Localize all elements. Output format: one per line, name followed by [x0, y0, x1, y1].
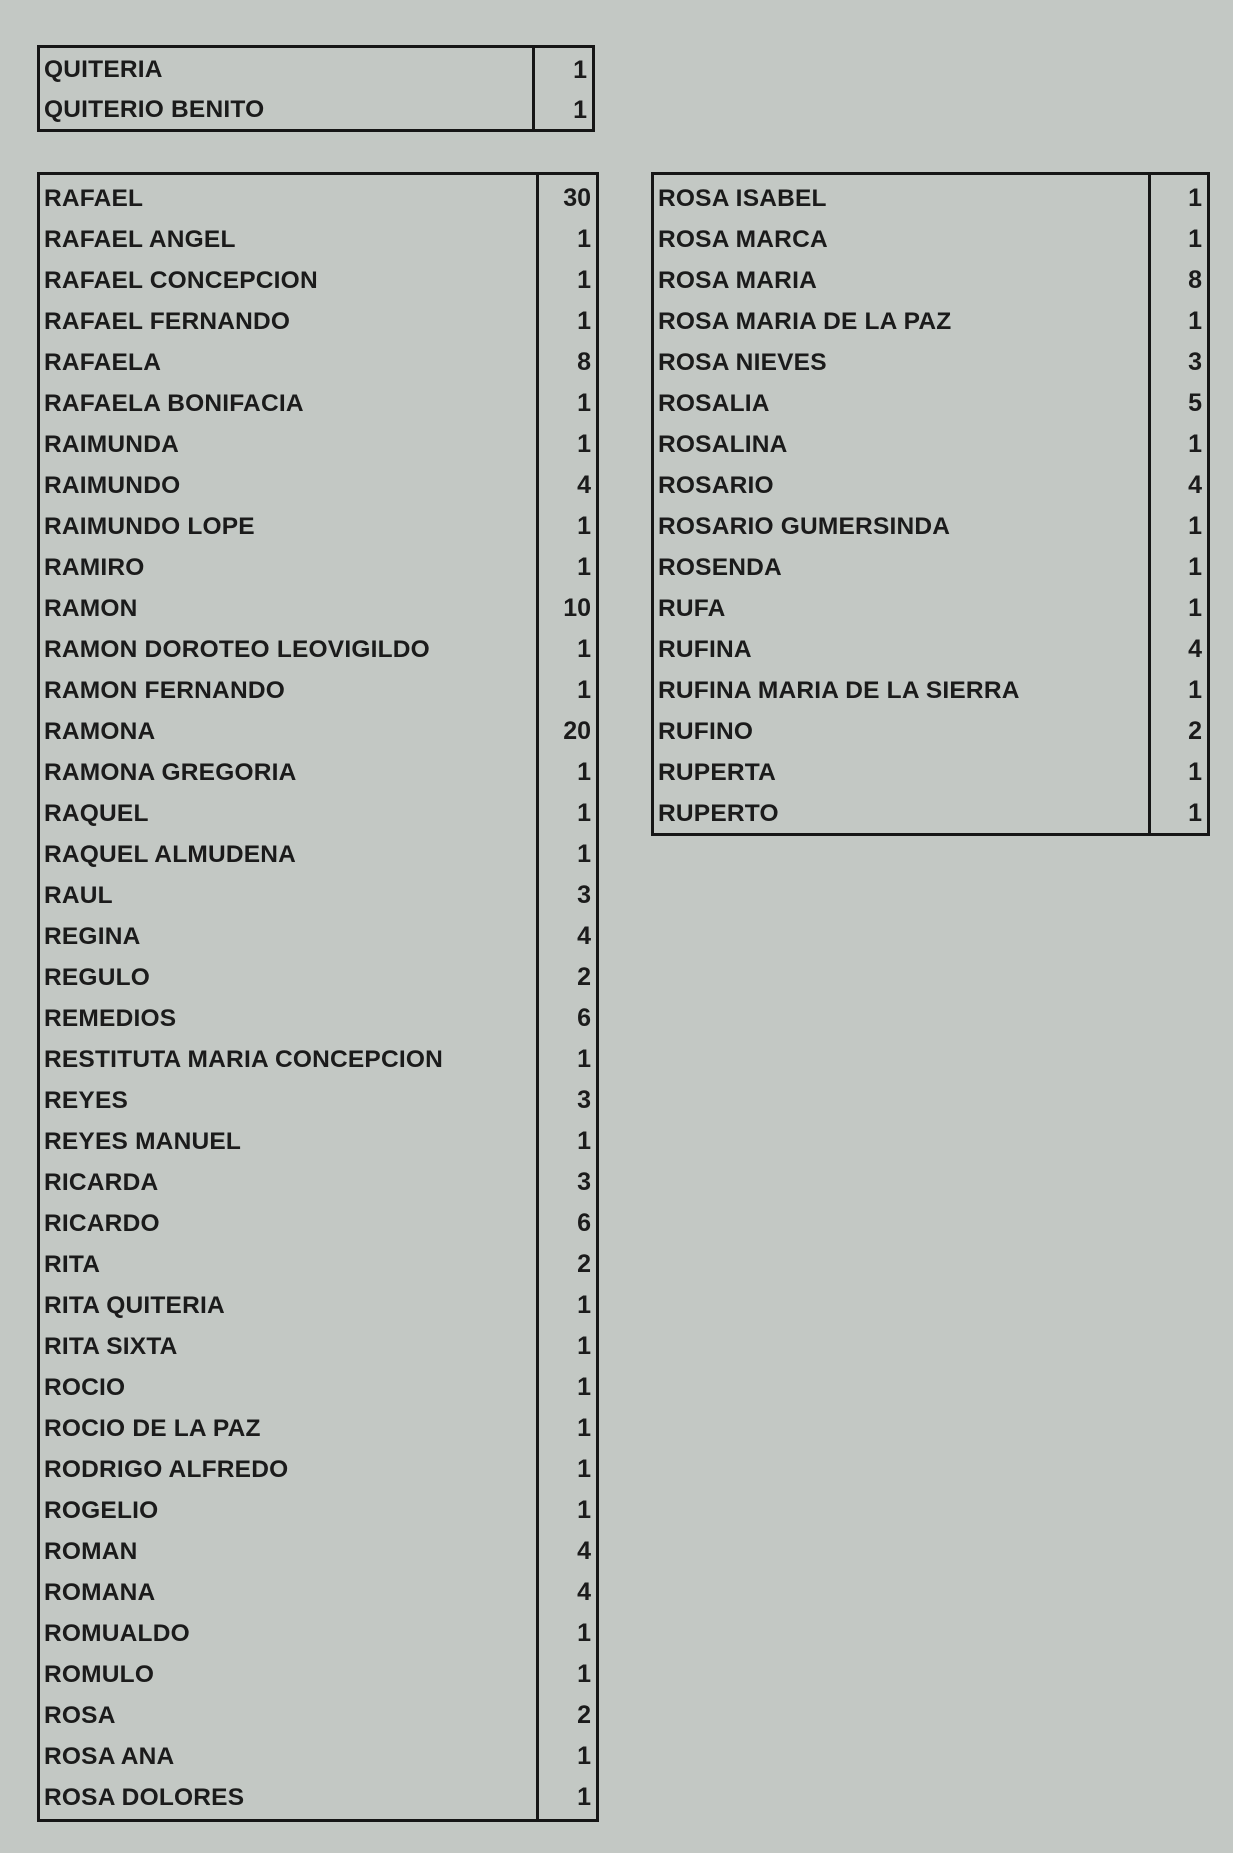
count-cell: 1 [1188, 676, 1202, 704]
count-cell: 1 [577, 1332, 591, 1360]
table-row [40, 629, 596, 670]
count-cell: 2 [577, 1250, 591, 1278]
table-row [40, 1695, 596, 1736]
name-cell: RUFINA [658, 635, 752, 663]
name-cell: RESTITUTA MARIA CONCEPCION [44, 1045, 444, 1073]
table-row [40, 50, 592, 90]
table-row [40, 1777, 596, 1818]
count-cell: 2 [1188, 717, 1202, 745]
table-row [654, 547, 1207, 588]
count-cell: 1 [577, 389, 591, 417]
table-row [654, 178, 1207, 219]
count-cell: 4 [1188, 635, 1202, 663]
count-cell: 3 [577, 881, 591, 909]
table-row [40, 260, 596, 301]
name-cell: RAQUEL [44, 799, 149, 827]
table-row [40, 1285, 596, 1326]
count-cell: 1 [1188, 225, 1202, 253]
count-cell: 1 [573, 95, 587, 124]
count-cell: 1 [1188, 307, 1202, 335]
table-row [654, 588, 1207, 629]
name-cell: ROSA NIEVES [658, 348, 827, 376]
count-cell: 3 [577, 1086, 591, 1114]
name-cell: RAFAELA BONIFACIA [44, 389, 304, 417]
count-cell: 1 [1188, 594, 1202, 622]
count-cell: 1 [577, 1291, 591, 1319]
count-cell: 1 [577, 1045, 591, 1073]
table-row [654, 793, 1207, 834]
table-row [40, 998, 596, 1039]
table-row [40, 1039, 596, 1080]
count-cell: 1 [577, 307, 591, 335]
count-cell: 1 [577, 430, 591, 458]
name-cell: RITA SIXTA [44, 1332, 178, 1360]
name-cell: RAMIRO [44, 553, 145, 581]
table-row [40, 1490, 596, 1531]
count-cell: 1 [577, 1455, 591, 1483]
count-cell: 5 [1188, 389, 1202, 417]
table-row [40, 957, 596, 998]
name-cell: RAFAEL FERNANDO [44, 307, 291, 335]
name-cell: REYES [44, 1086, 129, 1114]
table-row [40, 342, 596, 383]
table-row [40, 1736, 596, 1777]
name-cell: ROSALIA [658, 389, 770, 417]
count-cell: 1 [577, 1373, 591, 1401]
table-row [654, 342, 1207, 383]
table-row [40, 506, 596, 547]
count-cell: 1 [577, 1496, 591, 1524]
table-row [40, 219, 596, 260]
count-cell: 1 [577, 758, 591, 786]
count-cell: 4 [577, 1537, 591, 1565]
name-cell: RAIMUNDA [44, 430, 179, 458]
name-cell: REGULO [44, 963, 151, 991]
name-cell: ROSA [44, 1701, 116, 1729]
count-cell: 20 [563, 717, 591, 745]
table-row [40, 1572, 596, 1613]
count-cell: 3 [1188, 348, 1202, 376]
name-cell: ROGELIO [44, 1496, 159, 1524]
table-row [654, 219, 1207, 260]
table-row [40, 1613, 596, 1654]
name-cell: RAFAELA [44, 348, 162, 376]
table-row [40, 1121, 596, 1162]
count-cell: 1 [1188, 430, 1202, 458]
name-cell: RICARDA [44, 1168, 159, 1196]
name-cell: REGINA [44, 922, 141, 950]
name-cell: ROSA MARCA [658, 225, 828, 253]
name-cell: RAMON [44, 594, 138, 622]
name-cell: RAMON FERNANDO [44, 676, 285, 704]
table-row [40, 588, 596, 629]
table-row [40, 178, 596, 219]
table-row [654, 752, 1207, 793]
name-cell: ROSALINA [658, 430, 788, 458]
count-cell: 4 [577, 471, 591, 499]
name-cell: RAQUEL ALMUDENA [44, 840, 297, 868]
table-row [654, 301, 1207, 342]
count-cell: 6 [577, 1004, 591, 1032]
table-row [40, 1654, 596, 1695]
name-cell: RAUL [44, 881, 113, 909]
name-table-r-right [651, 172, 1210, 836]
count-cell: 1 [1188, 758, 1202, 786]
name-cell: ROSARIO GUMERSINDA [658, 512, 951, 540]
table-row [40, 1449, 596, 1490]
count-cell: 1 [577, 512, 591, 540]
count-cell: 1 [577, 225, 591, 253]
count-cell: 30 [563, 184, 591, 212]
count-cell: 8 [577, 348, 591, 376]
name-cell: RUPERTO [658, 799, 779, 827]
name-cell: ROMUALDO [44, 1619, 190, 1647]
name-cell: RAIMUNDO LOPE [44, 512, 255, 540]
name-cell: RAFAEL CONCEPCION [44, 266, 318, 294]
count-cell: 1 [1188, 184, 1202, 212]
count-cell: 1 [573, 55, 587, 84]
count-cell: 6 [577, 1209, 591, 1237]
count-cell: 8 [1188, 266, 1202, 294]
name-cell: RITA [44, 1250, 101, 1278]
count-cell: 1 [577, 1742, 591, 1770]
table-row [40, 1408, 596, 1449]
name-cell: RITA QUITERIA [44, 1291, 225, 1319]
table-row [40, 875, 596, 916]
count-cell: 4 [577, 922, 591, 950]
table-row [40, 301, 596, 342]
count-cell: 4 [1188, 471, 1202, 499]
count-cell: 1 [1188, 799, 1202, 827]
count-cell: 10 [563, 594, 591, 622]
count-cell: 3 [577, 1168, 591, 1196]
name-cell: RAMON DOROTEO LEOVIGILDO [44, 635, 430, 663]
name-cell: ROCIO [44, 1373, 126, 1401]
table-row [40, 1162, 596, 1203]
table-row [654, 670, 1207, 711]
table-row [40, 1531, 596, 1572]
name-cell: REYES MANUEL [44, 1127, 242, 1155]
count-cell: 1 [577, 1660, 591, 1688]
name-cell: RICARDO [44, 1209, 160, 1237]
count-cell: 1 [577, 799, 591, 827]
table-row [654, 260, 1207, 301]
name-cell: RUFINA MARIA DE LA SIERRA [658, 676, 1020, 704]
table-row [40, 916, 596, 957]
count-cell: 1 [577, 553, 591, 581]
table-row [40, 1080, 596, 1121]
name-cell: ROSA MARIA DE LA PAZ [658, 307, 952, 335]
name-cell: ROMULO [44, 1660, 155, 1688]
count-cell: 1 [577, 676, 591, 704]
table-row [40, 90, 592, 130]
count-cell: 1 [577, 1127, 591, 1155]
table-row [654, 629, 1207, 670]
name-table-r-left [37, 172, 599, 1822]
name-cell: ROSA MARIA [658, 266, 817, 294]
table-row [654, 424, 1207, 465]
name-cell: RUFA [658, 594, 726, 622]
count-cell: 1 [577, 1619, 591, 1647]
table-row [40, 383, 596, 424]
name-cell: ROSA ISABEL [658, 184, 827, 212]
name-cell: ROCIO DE LA PAZ [44, 1414, 261, 1442]
name-cell: ROMANA [44, 1578, 156, 1606]
count-cell: 4 [577, 1578, 591, 1606]
table-row [40, 711, 596, 752]
count-cell: 1 [577, 1414, 591, 1442]
table-row [40, 424, 596, 465]
count-cell: 1 [577, 635, 591, 663]
count-cell: 1 [577, 1783, 591, 1811]
name-cell: QUITERIA [44, 56, 163, 83]
name-cell: ROSA DOLORES [44, 1783, 245, 1811]
name-cell: QUITERIO BENITO [44, 96, 265, 123]
table-row [40, 1326, 596, 1367]
name-cell: RAMONA GREGORIA [44, 758, 297, 786]
name-table-q [37, 45, 595, 132]
table-row [40, 1203, 596, 1244]
count-cell: 1 [1188, 553, 1202, 581]
name-cell: ROSARIO [658, 471, 774, 499]
table-row [654, 711, 1207, 752]
table-row [40, 1367, 596, 1408]
table-row [654, 506, 1207, 547]
count-cell: 1 [1188, 512, 1202, 540]
name-cell: RUFINO [658, 717, 754, 745]
name-cell: ROSENDA [658, 553, 782, 581]
table-row [40, 547, 596, 588]
name-cell: ROSA ANA [44, 1742, 175, 1770]
name-cell: RAMONA [44, 717, 156, 745]
count-cell: 1 [577, 266, 591, 294]
table-row [40, 752, 596, 793]
table-row [654, 383, 1207, 424]
name-cell: REMEDIOS [44, 1004, 177, 1032]
table-row [40, 670, 596, 711]
name-cell: RAFAEL [44, 184, 144, 212]
count-cell: 1 [577, 840, 591, 868]
name-cell: RAIMUNDO [44, 471, 181, 499]
table-row [654, 465, 1207, 506]
name-cell: RAFAEL ANGEL [44, 225, 236, 253]
name-cell: ROMAN [44, 1537, 138, 1565]
name-cell: RUPERTA [658, 758, 777, 786]
table-row [40, 834, 596, 875]
table-row [40, 793, 596, 834]
table-row [40, 1244, 596, 1285]
table-row [40, 465, 596, 506]
count-cell: 2 [577, 963, 591, 991]
name-cell: RODRIGO ALFREDO [44, 1455, 289, 1483]
count-cell: 2 [577, 1701, 591, 1729]
